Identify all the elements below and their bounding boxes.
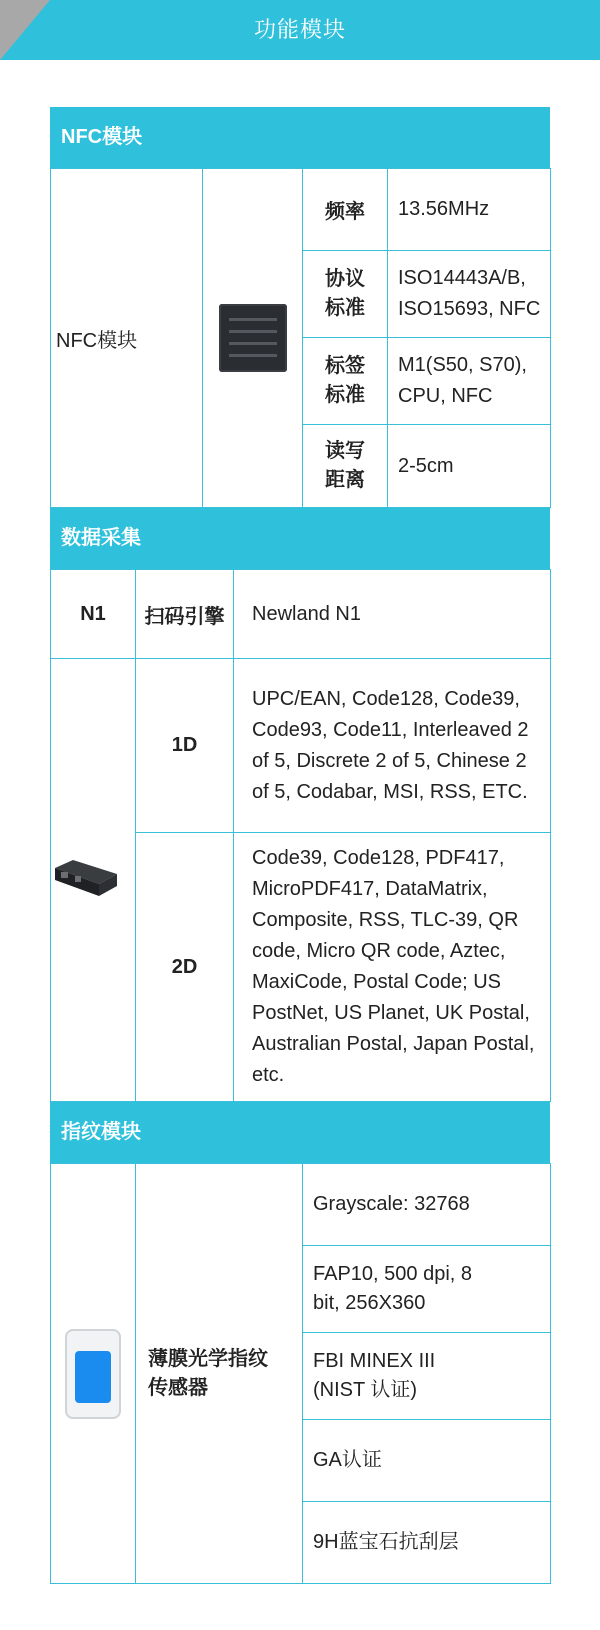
- nfc-spec-label: 频率: [303, 169, 388, 251]
- page-header: [0, 0, 600, 60]
- scanner-model: N1: [51, 570, 136, 659]
- finger-spec: 9H蓝宝石抗刮层: [303, 1502, 551, 1584]
- section-header-data: 数据采集: [50, 508, 550, 569]
- engine-value: Newland N1: [234, 570, 551, 659]
- nfc-module-name: NFC模块: [51, 169, 203, 508]
- finger-spec: Grayscale: 32768: [303, 1164, 551, 1246]
- fingerprint-sensor-icon: [65, 1329, 121, 1419]
- 2d-value: Code39, Code128, PDF417, MicroPDF417, DataMatrix, Composite, RSS, TLC-39, QR code, Micro QR code, Aztec, MaxiCode, Postal Code; US PostNet, US Planet, UK Postal, Australian Postal, Japan Postal, etc.: [234, 833, 551, 1102]
- engine-label: 扫码引擎: [136, 570, 234, 659]
- scanner-image-cell: [51, 659, 136, 1102]
- data-table: [50, 569, 551, 1102]
- nfc-spec-value: 13.56MHz: [388, 169, 551, 251]
- nfc-spec-value: M1(S50, S70), CPU, NFC: [388, 338, 551, 425]
- finger-spec: FBI MINEX III (NIST 认证): [303, 1333, 551, 1420]
- finger-spec: FAP10, 500 dpi, 8 bit, 256X360: [303, 1246, 551, 1333]
- nfc-spec-value: 2-5cm: [388, 425, 551, 508]
- data-row: [51, 570, 551, 659]
- finger-table: [50, 1163, 551, 1584]
- nfc-image-cell: [203, 169, 303, 508]
- section-header-nfc: NFC模块: [50, 107, 550, 168]
- finger-row: [51, 1164, 551, 1246]
- page-title: 功能模块: [253, 17, 346, 42]
- nfc-row: [51, 169, 551, 251]
- nfc-spec-value: ISO14443A/B, ISO15693, NFC: [388, 251, 551, 338]
- finger-image-cell: [51, 1164, 136, 1584]
- 2d-label: 2D: [136, 833, 234, 1102]
- nfc-chip-icon: [219, 304, 287, 372]
- nfc-spec-label: 协议标准: [303, 251, 388, 338]
- nfc-table: [50, 168, 551, 508]
- 1d-value: UPC/EAN, Code128, Code39, Code93, Code11, Interleaved 2 of 5, Discrete 2 of 5, Chinese 2 of 5, Codabar, MSI, RSS, ETC.: [234, 659, 551, 833]
- 1d-label: 1D: [136, 659, 234, 833]
- section-header-finger: 指纹模块: [50, 1102, 550, 1163]
- finger-spec: GA认证: [303, 1420, 551, 1502]
- spec-table: [50, 107, 550, 1584]
- scan-engine-icon: [51, 854, 121, 900]
- data-row: [51, 659, 551, 833]
- nfc-spec-label: 标签标准: [303, 338, 388, 425]
- finger-sensor-name: 薄膜光学指纹传感器: [136, 1164, 303, 1584]
- nfc-spec-label: 读写距离: [303, 425, 388, 508]
